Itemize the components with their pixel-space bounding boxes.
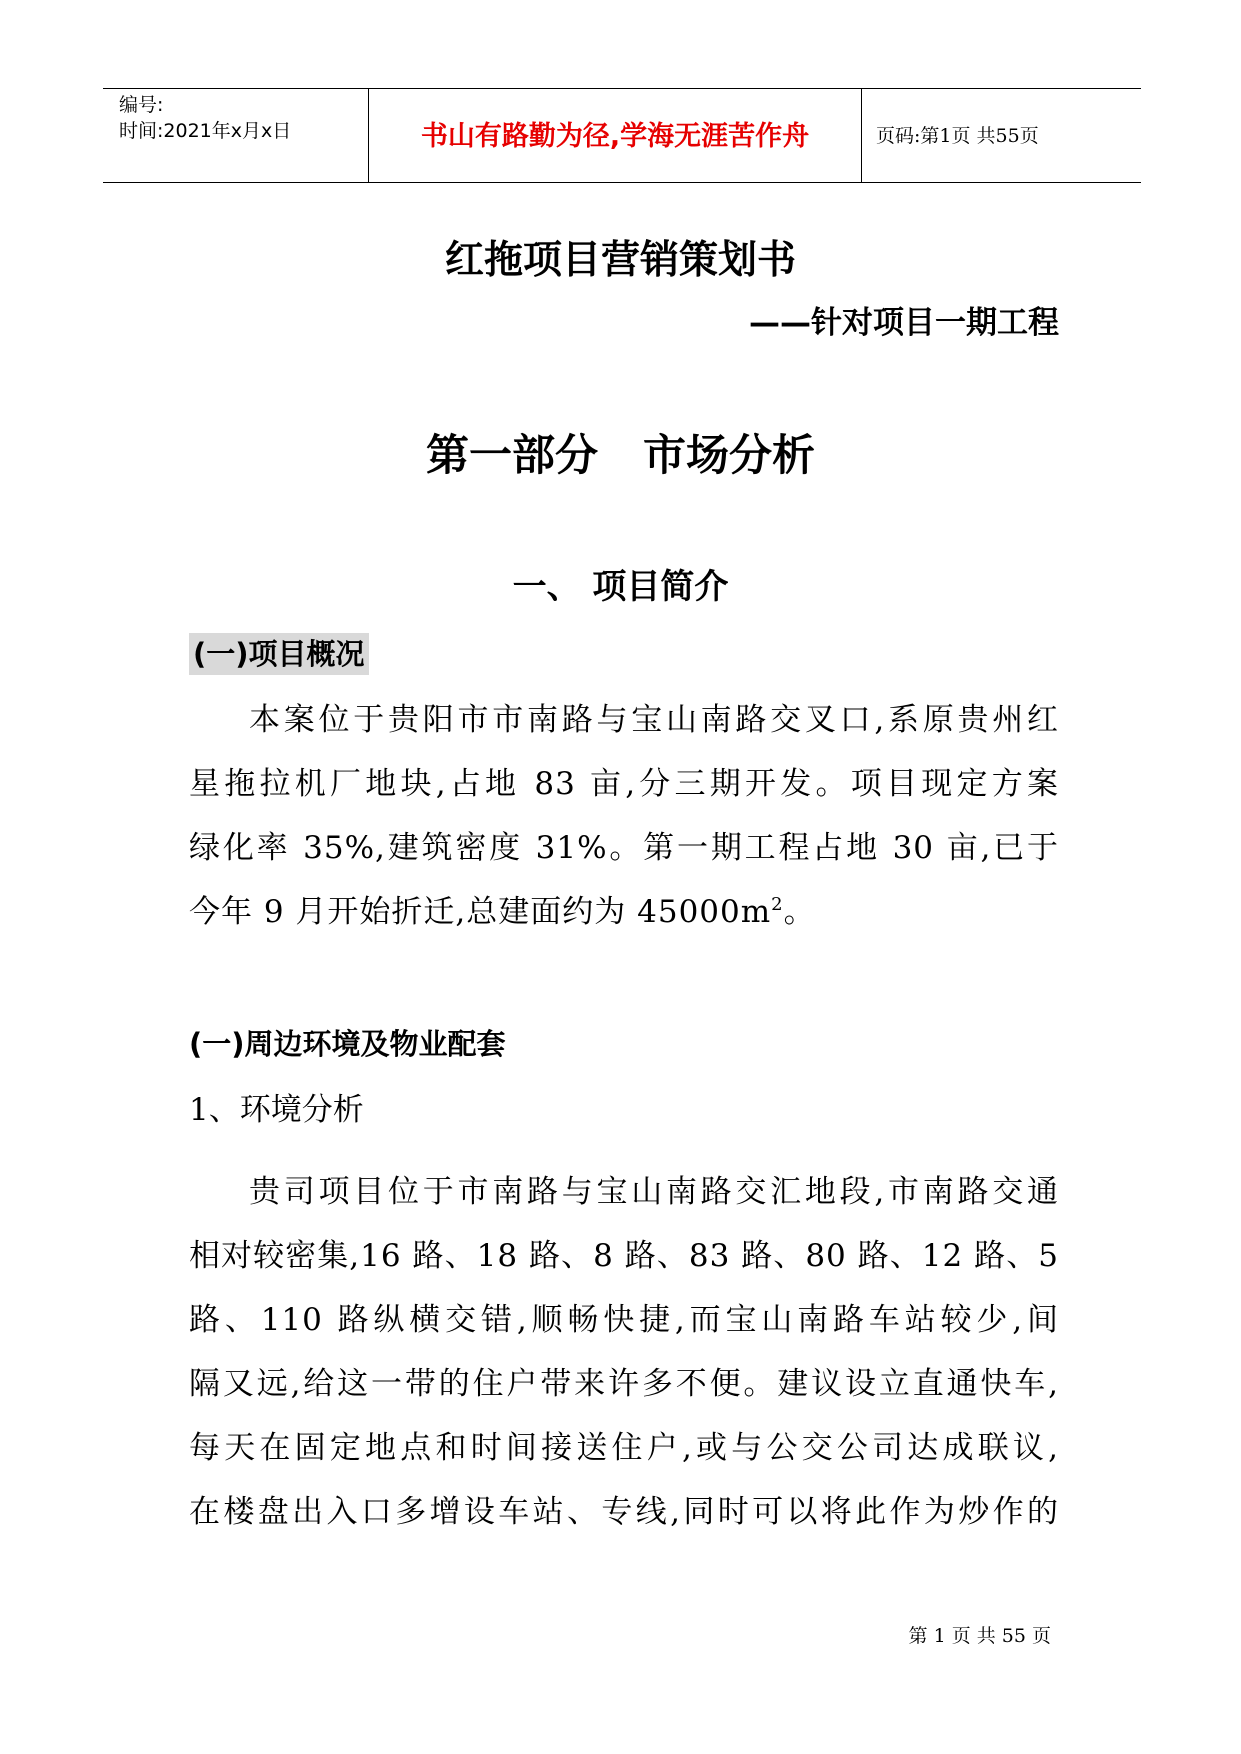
paragraph-line: 相对较密集,16 路、18 路、8 路、83 路、80 路、12 路、5 — [189, 1238, 1059, 1274]
environment-analysis-label: 1、环境分析 — [189, 1092, 364, 1128]
header-left-cell — [103, 89, 369, 182]
time-label: 时间:2021年x月x日 — [119, 120, 292, 142]
superscript-2: 2 — [771, 894, 784, 915]
page-footer: 第 1 页 共 55 页 — [908, 1625, 1051, 1647]
page-header — [103, 88, 1141, 183]
environment-paragraph — [189, 1160, 1059, 1544]
part-heading: 第一部分 市场分析 — [426, 431, 815, 481]
section-heading: 一、 项目简介 — [512, 567, 729, 607]
paragraph-line — [189, 880, 1059, 944]
serial-number-label: 编号: — [119, 94, 164, 116]
header-motto-cell — [369, 89, 862, 182]
overview-paragraph — [189, 688, 1059, 944]
area-text: 今年 9 月开始折迁,总建面约为 45000m — [189, 894, 772, 930]
paragraph-line: 在楼盘出入口多增设车站、专线,同时可以将此作为炒作的 — [189, 1494, 1059, 1530]
paragraph-line: 星拖拉机厂地块,占地 83 亩,分三期开发。项目现定方案 — [189, 766, 1059, 802]
subsection-heading-environment: (一)周边环境及物业配套 — [189, 1027, 506, 1061]
period-text: 。 — [783, 894, 816, 930]
motto-text: 书山有路勤为径,学海无涯苦作舟 — [420, 121, 810, 152]
header-right-cell — [862, 89, 1141, 182]
paragraph-line: 绿化率 35%,建筑密度 31%。第一期工程占地 30 亩,已于 — [189, 830, 1059, 866]
paragraph-line: 隔又远,给这一带的住户带来许多不便。建议设立直通快车, — [189, 1366, 1059, 1402]
paragraph-line: 每天在固定地点和时间接送住户,或与公交公司达成联议, — [189, 1430, 1059, 1466]
paragraph-line: 本案位于贵阳市市南路与宝山南路交叉口,系原贵州红 — [249, 702, 1059, 738]
header-page-code: 页码:第1页 共55页 — [876, 125, 1039, 147]
document-title: 红拖项目营销策划书 — [444, 238, 796, 283]
document-subtitle: ——针对项目一期工程 — [749, 305, 1059, 341]
paragraph-line: 贵司项目位于市南路与宝山南路交汇地段,市南路交通 — [249, 1174, 1059, 1210]
paragraph-line: 路、110 路纵横交错,顺畅快捷,而宝山南路车站较少,间 — [189, 1302, 1059, 1338]
subsection-heading-overview: (一)项目概况 — [189, 633, 369, 675]
